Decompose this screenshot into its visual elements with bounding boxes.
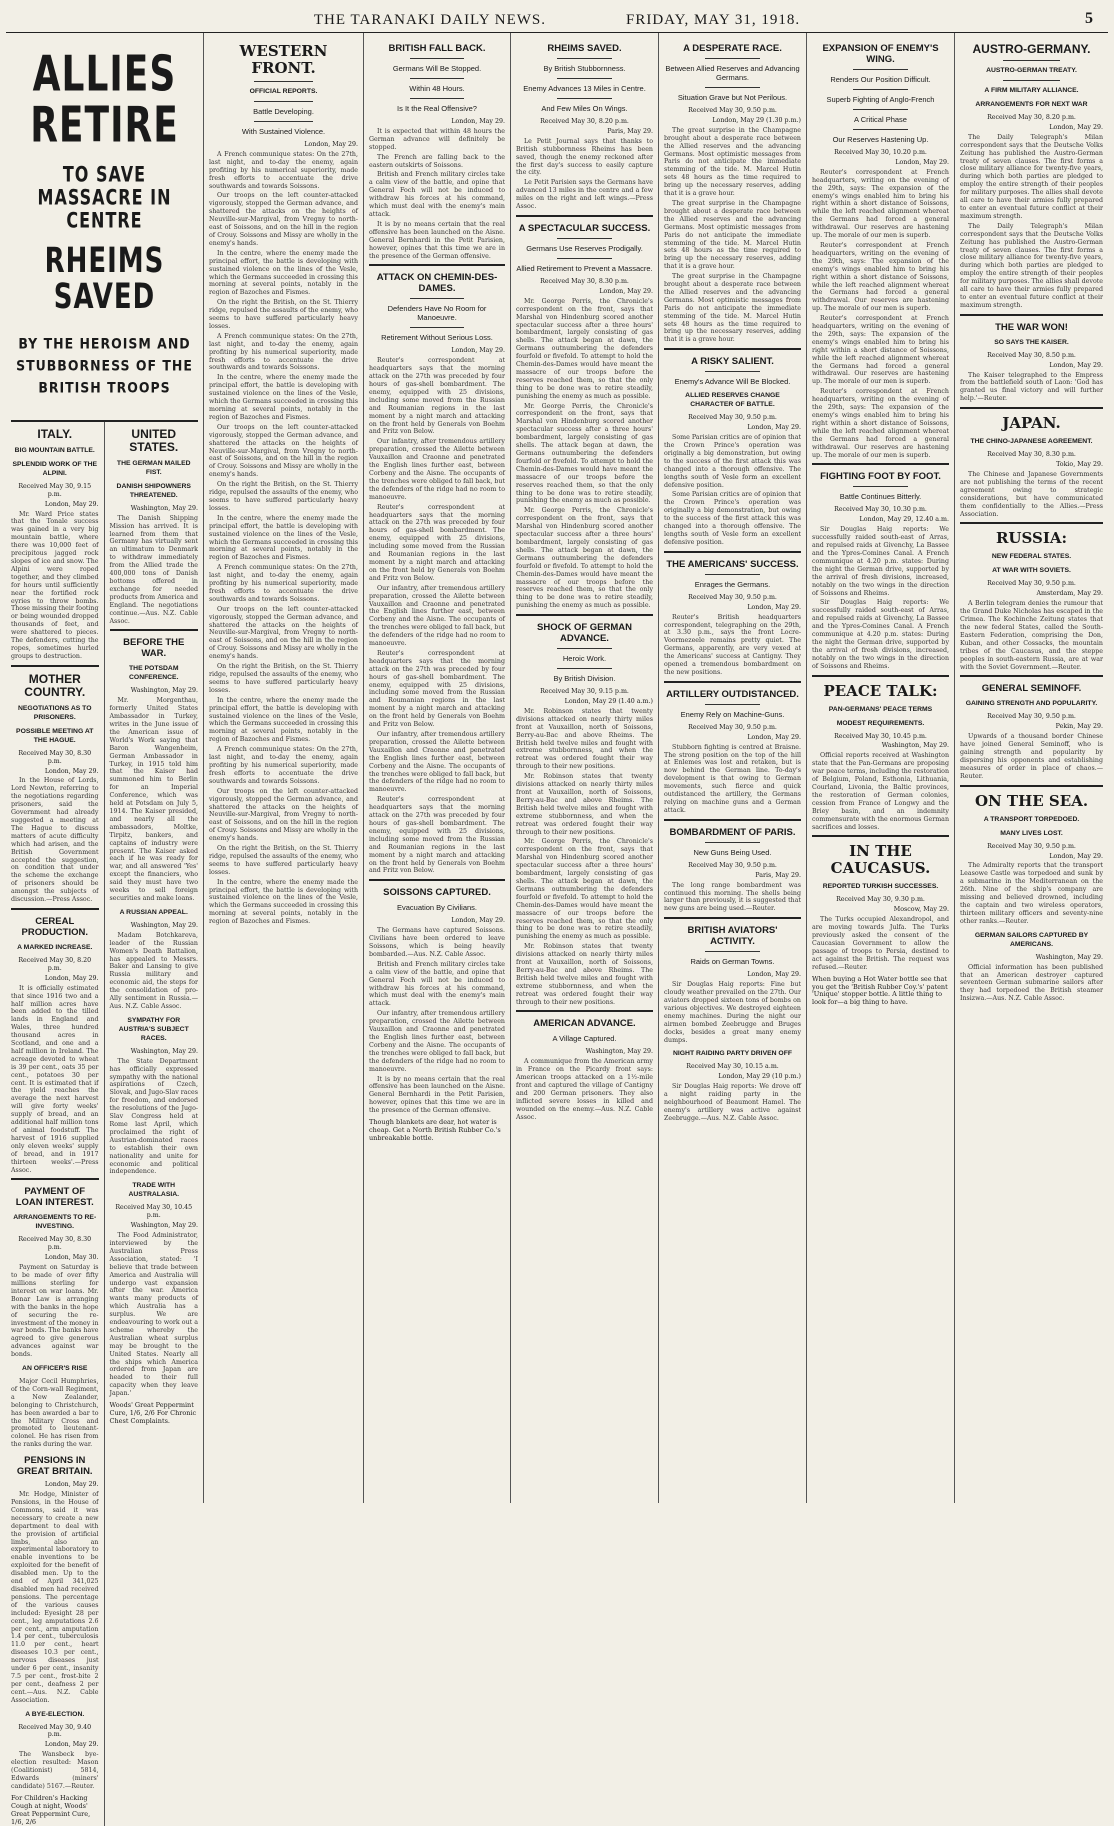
artillery-date2: London, May 29. — [747, 733, 801, 741]
capt-date2: Washington, May 29. — [1035, 953, 1103, 961]
loan-heading: PAYMENT OF LOAN INTEREST. — [15, 1186, 94, 1209]
masthead — [6, 8, 1108, 33]
foot-body-cont: Sir Douglas Haig reports: We successfully raided south-east of Arras, and repulsed raids at Givenchy, La Bassee and the Ypres-Comines Canal. A French communique at 4.20 p.m. states: During the night the German drive, supported by the arrival of fresh divisions, increased, notably on the two wings in the direction of Soissons and Rheims. — [812, 599, 949, 670]
spectacular-body1-cont2: Mr. George Perris, the Chronicle's correspondent on the front, says that Marshal von Hindenburg scored another spectacular success after a three hours' bombardment, largely consisting of gas shells. The attack began at dawn, the Germans outnumbering the defenders fourfold or fivefold. To attempt to hold the Chemin-des-Dames would have meant the massacre of our troops before the reserves reached them, so that the only thing to be done was to retire steadily, punishing the enemy as much as possible. — [516, 507, 653, 610]
sea-date1: Received May 30, 9.50 p.m. — [987, 842, 1076, 850]
austro-sub3: ARRANGEMENTS FOR NEXT WAR — [975, 101, 1088, 108]
salient-sub2: ALLIED RESERVES CHANGE CHARACTER OF BATTLE. — [685, 392, 780, 409]
mother-date1: Received May 30, 8.30 p.m. — [18, 749, 92, 765]
russian-date2: Washington, May 29. — [130, 921, 198, 929]
race-sub: Between Allied Reserves and Advancing Germans. — [665, 64, 800, 82]
western-body3-cont4: In the centre, where the enemy made the principal effort, the battle is developing with sustained violence on the lines of the Vesle, which the Germans succeeded in crossing this morning at several points, notably in the region of Bazoches and Fismes. — [209, 878, 358, 926]
fall-date2: London, May 29. — [451, 118, 505, 125]
aviators-date2: London, May 29. — [747, 971, 801, 979]
wing-body-cont: Reuter's correspondent at French headquarters, writing on the evening of the 29th, says: The expansion of the enemy's wings enabled him to bring his right within a short distance of Soissons, while the left reached alignment whereat the Germans had forced a general withdrawal. Our reserves are hastening up. The morale of our men is superb. — [812, 241, 949, 313]
masthead-title: THE TARANAKI DAILY NEWS. — [313, 11, 546, 28]
caucasus-heading: IN THE CAUCASUS. — [830, 842, 931, 878]
foot-date2: London, May 29, 12.40 a.m. — [859, 516, 949, 524]
advert-cough: For Children's Hacking Cough at night, Woods' Great Peppermint Cure, 1/6, 2/6 — [11, 1793, 91, 1826]
fall-sub: Germans Will Be Stopped. — [392, 64, 482, 73]
western-body1-cont2: A French communique states: On the 27th, last night, and to-day the enemy, again profiting by his numerical superiority, made fresh efforts to accentuate the drive southwards and towards Soissons. — [209, 564, 358, 603]
western-body4-cont2: On the right the British, on the St. Thierry ridge, repulsed the assaults of the enemy, who seems to have suffered particularly heavy losses. — [209, 663, 358, 694]
bye-heading: A BYE-ELECTION. — [25, 1710, 85, 1718]
rheims-date2: Paris, May 29. — [607, 127, 653, 135]
chemin-body2-cont2: Our infantry, after tremendous artillery preparation, crossed the Ailette between Vauxaillon and Craonne and penetrated the English lines further east, between Corbeny and the Aisne. The occupants of the trenches were obliged to fall back, but the defenders of the ridge had no room to manoeuvre. — [369, 731, 505, 794]
american-heading: AMERICAN ADVANCE. — [533, 1018, 636, 1030]
western-date2: London, May 29. — [304, 141, 358, 148]
spectacular-heading: A SPECTACULAR SUCCESS. — [518, 222, 651, 234]
western-body2-cont: Our troops on the left counter-attacked vigorously, stopped the German advance, and shattered the attacks on the heights of Neuville-sur-Margival, from Vregny to north-east of Soissons, and on the hill in the region of Crouy. Soissons and Missy are wholly in the enemy's hands. — [209, 423, 358, 479]
wing-body-cont3: Reuter's correspondent at French headquarters, writing on the evening of the 29th, says: The expansion of the enemy's wings enabled him to bring his right within a short distance of Soissons, while the left reached alignment whereat the Germans had forced a general withdrawal. Our reserves are hastening up. The morale of our men is superb. — [812, 388, 949, 459]
rheims-body1: Le Petit Journal says that thanks to British stubbornness Rheims has been saved, though the enemy reckoned after the first day's success to easily capture the city. — [516, 137, 653, 177]
italy-date2: London, May 29. — [44, 500, 99, 508]
japan-body: The Chinese and Japanese Governments are not publishing the terms of the recent agreement owing to strategic considerations, but have communicated them confidentially to the Allies.—Press Association. — [960, 471, 1103, 518]
russian-sub: A RUSSIAN APPEAL. — [119, 908, 188, 916]
fall-sub2: Within 48 Hours. — [409, 84, 465, 93]
austro-sub: AUSTRO-GERMAN TREATY. — [986, 67, 1077, 74]
artillery-sub: Enemy Rely on Machine-Guns. — [680, 709, 785, 719]
cereal-heading: CEREAL PRODUCTION. — [21, 915, 88, 938]
western-body2-cont2: Our troops on the left counter-attacked vigorously, stopped the German advance, and shattered the attacks on the heights of Neuville-sur-Margival, from Vregny to north-east of Soissons, and on the hill in the region of Crouy. Soissons and Missy are wholly in the enemy's hands. — [209, 605, 358, 661]
column-2 — [204, 33, 364, 1503]
race-heading: A DESPERATE RACE. — [683, 43, 782, 54]
chemin-heading: ATTACK ON CHEMIN-DES-DAMES. — [376, 272, 498, 295]
wing-sub3: A Critical Phase — [854, 115, 907, 124]
sympathy-sub: SYMPATHY FOR AUSTRIA'S SUBJECT RACES. — [118, 1016, 189, 1042]
loan-date2: London, May 30. — [44, 1254, 99, 1262]
peace-sub2: MODEST REQUIREMENTS. — [836, 719, 925, 727]
spectacular-sub2: Allied Retirement to Prevent a Massacre. — [516, 263, 653, 273]
won-body: The Kaiser telegraphed to the Empress from the battlefield south of Laon: 'God has granted us final victory and will further help.'—Reuter. — [960, 371, 1103, 403]
wing-date1: Received May 30, 10.20 p.m. — [834, 149, 927, 156]
japan-date2: Tokio, May 29. — [1056, 461, 1103, 469]
americans-date2: London, May 29. — [747, 603, 801, 611]
western-body1: A French communique states: On the 27th, last night, and to-day the enemy, again profiting by his numerical superiority, made fresh efforts to accentuate the drive southwards and towards Soissons. — [209, 150, 358, 190]
russia-heading: RUSSIA: — [995, 529, 1068, 548]
headline-rheims-saved: RHEIMS SAVED — [44, 240, 165, 319]
foot-sub: Battle Continues Bitterly. — [839, 492, 922, 502]
japan-sub: THE CHINO-JAPANESE AGREEMENT. — [970, 438, 1093, 446]
before-sub: THE POTSDAM CONFERENCE. — [129, 665, 179, 682]
chemin-sub: Defenders Have No Room for Manoeuvre. — [387, 304, 487, 323]
caucasus-body: The Turks occupied Alexandropol, and are moving towards Julfa. The Turks previously asked the consent of the Caucasian Government to allow the passage of troops to Persia, destined to act against the British. The request was refused.—Reuter. — [812, 916, 949, 971]
western-body3-cont3: In the centre, where the enemy made the principal effort, the battle is developing with sustained violence on the lines of the Vesle, which the Germans succeeded in crossing this morning at several points, notably in the region of Bazoches and Fismes. — [209, 696, 358, 744]
sea-date2: London, May 29. — [1049, 852, 1103, 860]
race-body-cont: The great surprise in the Champagne brought about a desperate race between the Allied reserves and the advancing Germans. Most optimistic messages from Paris do not anticipate the immediate stemming of the tide. M. Marcel Hutin sets 48 hours as the time required to bring up the necessary reserves, adding that it is a grave hour. — [664, 199, 801, 271]
chemin-body2: Our infantry, after tremendous artillery preparation, crossed the Ailette between Vauxaillon and Craonne and penetrated the English lines further east, between Corbeny and the Aisne. The occupants of the trenches were obliged to fall back, but the defenders of the ridge had no room to manoeuvre. — [369, 438, 505, 501]
chemin-body1: Reuter's correspondent at headquarters says that the morning attack on the 27th was preceded by four hours of gas-shell bombardment. The enemy, equipped with 25 divisions, including some moved from the Russian and Roumanian regions in the last moment by a night march and attacking on the front held by Generals von Boehm and Fritz von Below. — [369, 357, 505, 436]
caucasus-date2: Moscow, May 29. — [893, 906, 949, 914]
chemin-body1-cont3: Reuter's correspondent at headquarters says that the morning attack on the 27th was preceded by four hours of gas-shell bombardment. The enemy, equipped with 25 divisions, including some moved from the Russian and Roumanian regions in the last moment by a night march and attacking on the front held by Generals von Boehm and Fritz von Below. — [369, 796, 505, 875]
peace-date2: Washington, May 29. — [881, 742, 949, 750]
us-heading: UNITED STATES. — [129, 426, 179, 454]
western-body2: Our troops on the left counter-attacked vigorously, stopped the German advance, and shattered the attacks on the heights of Neuville-sur-Margival, from Vregny to north-east of Soissons, and on the hill in the region of Crouy. Soissons and Missy are wholly in the enemy's hands. — [209, 192, 358, 247]
seminoff-body: Upwards of a thousand border Chinese have joined General Seminoff, who is gaining strength and popularity by dispersing his opponents and establishing measures of order in place of chaos.—Reuter. — [960, 733, 1103, 780]
chemin-body1-cont: Reuter's correspondent at headquarters says that the morning attack on the 27th was preceded by four hours of gas-shell bombardment. The enemy, equipped with 25 divisions, including some moved from the Russian and Roumanian regions in the last moment by a night march and attacking on the front held by Generals von Boehm and Fritz von Below. — [369, 503, 505, 582]
artillery-date1: Received May 30, 9.50 p.m. — [688, 723, 777, 731]
aviators-sub: Raids on German Towns. — [690, 957, 775, 967]
shock-date2: London, May 29 (1.40 a.m.) — [564, 698, 653, 706]
western-body3-cont: In the centre, where the enemy made the principal effort, the battle is developing with sustained violence on the lines of the Vesle, which the Germans succeeded in crossing this morning at several points, notably in the region of Bazoches and Fismes. — [209, 374, 358, 421]
fall-body2: The French are falling back to the eastern outskirts of Soissons. — [369, 153, 505, 169]
western-body1-cont: A French communique states: On the 27th, last night, and to-day the enemy, again profiting by his numerical superiority, made fresh efforts to accentuate the drive southwards and towards Soissons. — [209, 332, 358, 372]
americans-heading: THE AMERICANS' SUCCESS. — [666, 558, 799, 570]
western-body1-cont3: A French communique states: On the 27th, last night, and to-day the enemy, again profiting by his numerical superiority, made fresh efforts to accentuate the drive southwards and towards Soissons. — [209, 746, 358, 785]
advert-blankets: Though blankets are dear, hot water is cheap. Get a North British Rubber Co.'s unbreakable bottle. — [369, 1118, 501, 1142]
won-date2: London, May 29. — [1049, 361, 1103, 369]
american-date2: Washington, May 29. — [585, 1048, 653, 1056]
trade-date1: Received May 30, 10.45 p.m. — [115, 1204, 193, 1220]
rheims-body2: Le Petit Parisien says the Germans have advanced 13 miles in the centre and a few miles on the right and left wings.—Press Assoc. — [516, 179, 653, 211]
salient-heading: A RISKY SALIENT. — [691, 356, 774, 368]
mother-date2: London, May 29. — [44, 767, 99, 775]
western-body4-cont: On the right the British, on the St. Thierry ridge, repulsed the assaults of the enemy, who seems to have suffered particularly heavy losses. — [209, 481, 358, 512]
americans-date1: Received May 30, 9.50 p.m. — [688, 593, 777, 601]
russia-date1: Received May 30, 9.50 p.m. — [987, 580, 1076, 588]
spectacular-body1-cont: Mr. George Perris, the Chronicle's correspondent on the front, says that Marshal von Hindenburg scored another spectacular success after a three hours' bombardment, largely consisting of gas shells. The attack began at dawn, the Germans outnumbering the defenders fourfold or fivefold. To attempt to hold the Chemin-des-Dames would have meant the massacre of our troops before the reserves reached them, so that the only thing to be done was to retire steadily, punishing the enemy as much as possible. — [516, 402, 653, 505]
left-subcolumn — [11, 422, 105, 1826]
shock-body-cont2: Mr. George Perris, the Chronicle's correspondent on the front, says that Marshal von Hindenburg scored another spectacular success after a three hours' bombardment, largely consisting of gas shells. The attack began at dawn, the Germans outnumbering the defenders fourfold or fivefold. To attempt to hold the Chemin-des-Dames would have meant the massacre of our troops before the reserves reached them, so that the only thing to be done was to retire steadily, punishing the enemy as much as possible. — [516, 838, 653, 941]
race-sub2: Situation Grave but Not Perilous. — [677, 93, 788, 102]
trade-sub: TRADE WITH AUSTRALASIA. — [128, 1182, 180, 1199]
headline-heroism: BY THE HEROISM AND STUBBORNESS OF THE BRITISH TROOPS — [16, 334, 193, 395]
mother-sub2: POSSIBLE MEETING AT THE HAGUE. — [16, 727, 94, 744]
american-sub: A Village Captured. — [552, 1034, 617, 1044]
russia-body: A Berlin telegram denies the rumour that the Grand Duke Nicholas has escaped in the Crimea. The Kochinche Zeitung states that the new federal States, called the South-Eastern Federation, comprising the Don, Kuban, and other Cossacks, the mountain tribes of the Caucasus, and the steppe peoples in south-eastern Russia, are at war with the Soviet Government.—Reuter. — [960, 600, 1103, 671]
sympathy-body: The State Department has officially expressed sympathy with the national aspirations of Czech, Slovak, and Jugo-Slav races for freedom, and endorsed the resolutions of the Jugo-Slav Congress held at Rome last April, which proclaimed the right of Austrian-dominated races to establish their own nationality and unite for economic and political independence. — [109, 1057, 199, 1176]
caucasus-sub: REPORTED TURKISH SUCCESSES. — [822, 883, 939, 891]
austro-body-cont: The Daily Telegraph's Milan correspondent says that the Deutsche Volks Zeitung has published the Austro-German treaty of seven clauses. The first forms a close military alliance for twenty-five years, during which both parties are pledged to employ the entire strength of their peoples for military purposes. The allies shall devote all care to have their armies fully prepared to enter an eventual future conflict at their maximum strength. — [960, 222, 1103, 309]
column-3 — [364, 33, 511, 1503]
soissons-heading: SOISSONS CAPTURED. — [383, 887, 491, 899]
fall-body1: It is expected that within 48 hours the German advance will definitely be stopped. — [369, 127, 505, 151]
peace-sub: PAN-GERMANS' PEACE TERMS — [828, 705, 933, 713]
cereal-date1: Received May 30, 8.20 p.m. — [18, 956, 92, 972]
italy-sub: BIG MOUNTAIN BATTLE. — [14, 446, 95, 454]
shock-date1: Received May 30, 9.15 p.m. — [540, 688, 629, 696]
seminoff-heading: GENERAL SEMINOFF. — [981, 683, 1082, 695]
shock-sub: Heroic Work. — [562, 654, 607, 664]
western-heading: WESTERN FRONT. — [239, 42, 328, 77]
soissons-date2: London, May 29. — [451, 917, 505, 925]
us-date2: Washington, May 29. — [130, 504, 198, 512]
western-sub2: Battle Developing. — [253, 107, 314, 116]
austro-sub2: A FIRM MILITARY ALLIANCE. — [984, 87, 1079, 94]
fall-sub3: Is It the Real Offensive? — [397, 104, 477, 113]
trade-date2: Washington, May 29. — [130, 1222, 198, 1230]
caucasus-date1: Received May 30, 9.30 p.m. — [836, 896, 925, 904]
rheims-date1: Received May 30, 8.20 p.m. — [540, 118, 629, 125]
spectacular-body1: Mr. George Perris, the Chronicle's correspondent on the front, says that Marshal von Hindenburg scored another spectacular success after a three hours' bombardment, largely consisting of gas shells. The attack began at dawn, the Germans outnumbering the defenders fourfold or fivefold. To attempt to hold the Chemin-des-Dames would have meant the massacre of our troops before the reserves reached them, so that the only thing to be done was to retire steadily, punishing the enemy as much as possible. — [516, 297, 653, 400]
wing-body: Reuter's correspondent at French headquarters, writing on the evening of the 29th, says: The expansion of the enemy's wings enabled him to bring his right within a short distance of Soissons, while the left reached alignment whereat the Germans had forced a general withdrawal. Our reserves are hastening up. The morale of our men is superb. — [812, 168, 949, 240]
sea-sub: A TRANSPORT TORPEDOED. — [983, 815, 1080, 823]
race-body-cont2: The great surprise in the Champagne brought about a desperate race between the Allied reserves and the advancing Germans. Most optimistic messages from Paris do not anticipate the immediate stemming of the tide. M. Marcel Hutin sets 48 hours as the time required to bring up the necessary reserves, adding that it is a grave hour. — [664, 273, 801, 344]
russia-sub: NEW FEDERAL STATES. — [991, 553, 1072, 561]
rheims-sub: By British Stubbornness. — [543, 64, 626, 73]
capt-body: Official information has been published that an American destroyer captured seventeen German submarine sailors after they had torpedoed the British steamer Insizwa.—Aus. N.Z. Cable Assoc. — [960, 963, 1103, 1003]
foot-date1: Received May 30, 10.30 p.m. — [834, 506, 927, 514]
race-body: The great surprise in the Champagne brought about a desperate race between the Allied reserves and the advancing Germans. Most optimistic messages from Paris do not anticipate the immediate stemming of the tide. M. Marcel Hutin sets 48 hours as the time required to bring up the necessary reserves, adding that it is a grave hour. — [664, 126, 801, 198]
mother-body: In the House of Lords, Lord Newton, referring to the negotiations regarding prisoners, said the Government had already suggested a meeting at The Hague to discuss matters of acute difficulty which had arisen, and the British Government accepted the suggestion, on condition that under the scheme the exchange of prisoners should be amongst the subjects of discussion.—Press Assoc. — [11, 777, 99, 904]
aviators-heading: BRITISH AVIATORS' ACTIVITY. — [687, 925, 778, 948]
page-number: 5 — [1085, 10, 1094, 27]
bye-body: The Wansbeck bye-election resulted: Mason (Coalitionist) 5814, Edwards (miners' candidate) 5167.—Reuter. — [11, 1751, 99, 1790]
shock-body-cont: Mr. Robinson states that twenty divisions attacked on nearly thirty miles front at Vauxaillon, north of Soissons, Berry-au-Bac and above Rheims. The British held twelve miles and fought with extreme stubbornness, and when the retreat was ordered fought their way through to their new positions. — [516, 773, 653, 836]
bombard-heading: BOMBARDMENT OF PARIS. — [669, 826, 796, 838]
wing-sub: Renders Our Position Difficult. — [830, 75, 931, 84]
fall-body3: British and French military circles take a calm view of the battle, and opine that General Foch will not be induced to withdraw his forces at his command, which must deal with the enemy's main attack. — [369, 171, 505, 218]
night-date1: Received May 30, 10.15 a.m. — [686, 1063, 779, 1071]
western-sub: OFFICIAL REPORTS. — [249, 88, 318, 95]
salient-body-cont: Some Parisian critics are of opinion that the Crown Prince's operation was originally a big demonstration, but owing to the success of the first attack this was changed into a thorough offensive. The lengths south of Vesle form an excellent defensive position. — [664, 491, 801, 546]
italy-body: Mr. Ward Price states that the Tonale success was gained in a very big mountain battle, where there was 10,000 feet of precipitous jagged rock slopes of ice and snow. The Alpini were roped together, and they climbed for hours until sufficiently near the fortified rock eyries to throw bombs. Those missing their footing or being wounded dropped thousands of feet, and were shattered to pieces. The defenders, cutting the ropes, sometimes hurled groups to destruction. — [11, 510, 99, 660]
mother-heading: MOTHER COUNTRY. — [24, 671, 86, 699]
western-body4-cont3: On the right the British, on the St. Thierry ridge, repulsed the assaults of the enemy, who seems to have suffered particularly heavy losses. — [209, 845, 358, 876]
western-body3-cont2: In the centre, where the enemy made the principal effort, the battle is developing with sustained violence on the lines of the Vesle, which the Germans succeeded in crossing this morning at several points, notably in the region of Bazoches and Fismes. — [209, 514, 358, 562]
peace-body: Official reports received at Washington state that the Pan-Germans are proposing war peace terms, including the restoration of Belgium, Poland, Esthonia, Lithuania, Courland, Livonia, the Baltic provinces, the restoration of German colonies, cession from France of Longwy and the Briey basin, and an indemnity commensurate with the enormous German sacrifices and losses. — [812, 752, 949, 831]
rheims-heading: RHEIMS SAVED. — [547, 43, 622, 54]
before-date2: Washington, May 29. — [130, 687, 198, 695]
wing-date2: London, May 29. — [895, 158, 949, 166]
column-1 — [6, 33, 204, 1826]
bye-date2: London, May 29. — [44, 1741, 99, 1749]
austro-body: The Daily Telegraph's Milan correspondent says that the Deutsche Volks Zeitung has published the Austro-German treaty of seven clauses. The first forms a close military alliance for twenty-five years, during which both parties are pledged to employ the entire strength of their peoples for military purposes. The allies shall devote all care to have their armies fully prepared to enter an eventual future conflict at their maximum strength. — [960, 133, 1103, 220]
italy-heading: ITALY. — [37, 426, 73, 441]
western-body4: On the right the British, on the St. Thierry ridge, repulsed the assaults of the enemy, who seems to have suffered particularly heavy losses. — [209, 299, 358, 330]
austro-date1: Received May 30, 8.20 p.m. — [987, 114, 1076, 121]
austro-date2: London, May 29. — [1049, 123, 1103, 131]
spectacular-date1: Received May 30, 8.30 p.m. — [540, 277, 629, 285]
shock-body: Mr. Robinson states that twenty divisions attacked on nearly thirty miles front at Vauxaillon, north of Soissons, Berry-au-Bac and above Rheims. The British held twelve miles and fought with extreme stubbornness, and when the retreat was ordered fought their way through to their new positions. — [516, 707, 653, 771]
soissons-body-cont2: Our infantry, after tremendous artillery preparation, crossed the Ailette between Vauxaillon and Craonne and penetrated the English lines further east, between Corbeny and the Aisne. The occupants of the trenches were obliged to fall back, but the defenders of the ridge had no room to manoeuvre. — [369, 1010, 505, 1073]
salient-sub: Enemy's Advance Will Be Blocked. — [674, 377, 791, 387]
officer-sub: AN OFFICER'S RISE — [22, 1365, 88, 1373]
headline-allies-retire: ALLIES RETIRE — [30, 47, 179, 154]
japan-date1: Received May 30, 8.30 p.m. — [987, 451, 1076, 459]
loan-date1: Received May 30, 8.30 p.m. — [18, 1236, 92, 1252]
advert-peppermint: Woods' Great Peppermint Cure, 1/6, 2/6 For Chronic Chest Complaints. — [109, 1401, 197, 1425]
before-heading: BEFORE THE WAR. — [123, 637, 185, 660]
night-body: Sir Douglas Haig reports: We drove off a night raiding party in the neighbourhood of Beaumont Hamel. The enemy's artillery was active against Zeebrugge.—Aus. N.Z. Cable Assoc. — [664, 1083, 801, 1122]
loan-body: Payment on Saturday is to be made of over fifty millions sterling for interest on war loans. Mr. Bonar Law is arranging with the banks in the hope of securing the re-investment of the money in war bonds. The banks have agreed to give generous advances against war bonds. — [11, 1264, 99, 1359]
aviators-body: Sir Douglas Haig reports: Fine but cloudy weather prevailed on the 27th. Our aviators dropped sixteen tons of bombs on various objectives. We destroyed eighteen enemy machines. During the night our airmen bombed Zeebrugge and Bruges docks, besides a great many enemy dumps. — [664, 981, 801, 1044]
shock-heading: SHOCK OF GERMAN ADVANCE. — [537, 622, 632, 645]
fall-heading: BRITISH FALL BACK. — [388, 43, 486, 54]
advert-hot-water-bottle: When buying a Hot Water bottle see that you get the 'British Rubber Coy.'s' patent 'Unique' stopper bottle. A little thing to look for—a big thing to have. — [812, 974, 948, 1007]
bombard-body: The long range bombardment was continued this morning. The shells being larger than previously, it is suggested that new guns are being used.—Reuter. — [664, 881, 801, 913]
chemin-body1-cont2: Reuter's correspondent at headquarters says that the morning attack on the 27th was preceded by four hours of gas-shell bombardment. The enemy, equipped with 25 divisions, including some moved from the Russian and Roumanian regions in the last moment by a night march and attacking on the front held by Generals von Boehm and Fritz von Below. — [369, 649, 505, 729]
soissons-body-cont3: It is by no means certain that the real offensive has been launched on the Aisne. General Bernhardi in the Petit Parisien, however, opines that this time we are in the presence of the German offensive. — [369, 1075, 505, 1115]
spectacular-date2: London, May 29. — [599, 287, 653, 295]
fall-body4: It is by no means certain that the real offensive has been launched on the Aisne. General Bernhardi in the Petit Parisien, however, opines that this time we are in the presence of the German offensive. — [369, 220, 505, 260]
shock-sub2: By British Division. — [553, 674, 616, 684]
officer-body: Major Cecil Humphries, of the Corn-wall Regiment, a New Zealander, belonging to Christchurch, has been awarded a bar to the Military Cross and promoted to lieutenant-colonel. He has risen from the ranks during the war. — [11, 1378, 99, 1449]
italy-sub2: SPLENDID WORK OF THE ALPINI. — [12, 460, 98, 477]
foot-body: Sir Douglas Haig reports: We successfully raided south-east of Arras, and repulsed raids at Givenchy, La Bassee and the Ypres-Comines Canal. A French communique at 4.20 p.m. states: During the night the German drive, supported by the arrival of fresh divisions, increased, notably on the two wings in the direction of Soissons and Rheims. — [812, 526, 949, 597]
us-body: The Danish Shipping Mission has arrived. It is learned from them that Germany has virtually sent an ultimatum to Denmark to withdraw immediately from the Allied trade the 400,000 tons of Danish bottoms offered in exchange for needed products from America and England. The negotiations continue.—Aus. N.Z. Cable Assoc. — [109, 514, 198, 625]
trade-body: The Food Administrator, interviewed by the Australian Press Association, stated: 'I believe that trade between America and Australia will undergo vast expansion after the war. America wants many products of which Australia has a surplus. We are endeavouring to work out a scheme whereby the Australian wheat surplus may be brought to the United States. Nearly all the ships which America ordered from Japan are headed to their full capacity when they leave Japan.' — [109, 1232, 198, 1398]
russian-body: Madam Botchkareva, leader of the Russian Women's Death Battalion, has appealed to Messrs. Baker and Lansing to give Russia military and economic aid, the steps for the consolidation of pro-Ally sentiment in Russia.—Aus. N.Z. Cable Assoc. — [109, 931, 198, 1010]
austro-heading: AUSTRO-GERMANY. — [972, 42, 1091, 56]
wing-sub2: Superb Fighting of Anglo-French — [826, 95, 935, 104]
western-body2-cont3: Our troops on the left counter-attacked vigorously, stopped the German advance, and shattered the attacks on the heights of Neuville-sur-Margival, from Vregny to north-east of Soissons, and on the hill in the region of Crouy. Soissons and Missy are wholly in the enemy's hands. — [209, 787, 358, 843]
right-subcolumn — [105, 422, 199, 1826]
shock-body-cont3: Mr. Robinson states that twenty divisions attacked on nearly thirty miles front at Vauxaillon, north of Soissons, Berry-au-Bac and above Rheims. The British held twelve miles and fought with extreme stubbornness, and when the retreat was ordered fought their way through to their new positions. — [516, 943, 653, 1006]
won-heading: THE WAR WON! — [995, 321, 1068, 333]
chemin-body2-cont: Our infantry, after tremendous artillery preparation, crossed the Ailette between Vauxaillon and Craonne and penetrated the English lines further east, between Corbeny and the Aisne. The occupants of the trenches were obliged to fall back, but the defenders of the ridge had no room to manoeuvre. — [369, 584, 505, 648]
rheims-sub3: And Few Miles On Wings. — [541, 104, 628, 113]
russia-date2: Amsterdam, May 29. — [1036, 590, 1103, 598]
soissons-body: The Germans have captured Soissons. Civilians have been ordered to leave Soissons, which is being heavily bombarded.—Aus. N.Z. Cable Assoc. — [369, 927, 505, 958]
cereal-body: It is officially estimated that since 1916 two and a half million acres have been added to the tilled lands in England and Wales, three hundred thousand acres in Scotland, and one and a half million in Ireland. The acreage devoted to wheat is 39 per cent., oats 35 per cent., potatoes 30 per cent. It is estimated that if the yield reaches the average the next harvest will give forty weeks' supply of bread, and an additional half million tons of animal foodstuff. The harvest of 1916 supplied only eleven weeks' supply of bread, and in 1917 thirteen weeks'.—Press Assoc. — [11, 984, 99, 1174]
american-body: A communique from the American army in France on the Picardy front says: American troops attacked on a 1½-mile front and captured the village of Cantigny and 200 German prisoners. They also inflicted severe losses in killed and wounded on the enemy.—Aus. N.Z. Cable Assoc. — [516, 1058, 653, 1121]
soissons-sub: Evacuation By Civilians. — [396, 903, 478, 913]
soissons-body-cont: British and French military circles take a calm view of the battle, and opine that General Foch will not be induced to withdraw his forces at his command, which must deal with the enemy's main attack. — [369, 960, 505, 1008]
chemin-date2: London, May 29. — [451, 347, 505, 355]
capt-sub: GERMAN SAILORS CAPTURED BY AMERICANS. — [974, 931, 1089, 948]
sea-body: The Admiralty reports that the transport Leasowe Castle was torpedoed and sunk by a submarine in the Mediterranean on the 26th. Nine of the ship's company are missing and believed drowned, including the captain and two wireless operators, thirteen military officers and seventy-nine other ranks.—Reuter. — [960, 862, 1103, 925]
sympathy-date2: Washington, May 29. — [130, 1047, 198, 1055]
column-7 — [955, 33, 1108, 1503]
split-section — [11, 420, 198, 1826]
americans-body: Reuter's British headquarters correspondent, telegraphing on the 29th, at 3.30 p.m., says the front Locre-Voormezeele remains pretty quiet. The Germans, apparently, are very vexed at the Americans' success at Cantigny. They opened a tremendous bombardment on the new positions. — [664, 613, 801, 676]
western-body3: In the centre, where the enemy made the principal effort, the battle is developing with sustained violence on the lines of the Vesle, which the Germans succeeded in crossing this morning at several points, notably in the region of Bazoches and Fismes. — [209, 249, 358, 297]
peace-date1: Received May 30, 10.45 p.m. — [834, 732, 927, 740]
bombard-date1: Received May 30, 9.50 p.m. — [688, 861, 777, 869]
seminoff-date1: Received May 30, 9.50 p.m. — [987, 713, 1076, 721]
masthead-date: FRIDAY, MAY 31, 1918. — [626, 11, 801, 28]
wing-body-cont2: Reuter's correspondent at French headquarters, writing on the evening of the 29th, says: The expansion of the enemy's wings enabled him to bring his right within a short distance of Soissons, while the left reached alignment whereat the Germans had forced a general withdrawal. Our reserves are hastening up. The morale of our men is superb. — [812, 315, 949, 386]
bye-date1: Received May 30, 9.40 p.m. — [18, 1723, 92, 1739]
column-6 — [807, 33, 955, 1503]
italy-date1: Received May 30, 9.15 p.m. — [18, 482, 92, 498]
japan-heading: JAPAN. — [1002, 414, 1061, 433]
russia-sub2: AT WAR WITH SOVIETS. — [992, 567, 1071, 575]
bombard-sub: New Guns Being Used. — [693, 847, 772, 857]
artillery-heading: ARTILLERY OUTDISTANCED. — [666, 688, 799, 700]
chemin-sub2: Retirement Without Serious Loss. — [381, 333, 493, 343]
pensions-heading: PENSIONS IN GREAT BRITAIN. — [16, 1455, 93, 1478]
wing-heading: EXPANSION OF ENEMY'S WING. — [822, 43, 939, 65]
us-sub2: DANISH SHIPOWNERS THREATENED. — [116, 482, 191, 499]
sea-sub2: MANY LIVES LOST. — [1000, 829, 1063, 837]
column-5 — [659, 33, 807, 1503]
pensions-date2: London, May 29. — [44, 1481, 99, 1489]
salient-date1: Received May 30, 9.50 p.m. — [688, 414, 777, 422]
bombard-date2: Paris, May 29. — [755, 871, 801, 879]
americans-sub: Enrages the Germans. — [694, 579, 771, 589]
spectacular-sub: Germans Use Reserves Prodigally. — [526, 243, 643, 253]
cereal-date2: London, May 29. — [44, 974, 99, 982]
mother-sub: NEGOTIATIONS AS TO PRISONERS. — [17, 704, 92, 721]
cereal-sub: A MARKED INCREASE. — [17, 943, 93, 951]
race-date2: London, May 29 (1.30 p.m.) — [712, 116, 801, 124]
wing-sub4: Our Reserves Hastening Up. — [832, 135, 929, 144]
column-4 — [511, 33, 659, 1503]
artillery-body: Stubborn fighting is centred at Braisne. The strong position on the top of the hill at Enlemes was lost and retaken, but is now behind the German line. To-day's development is that owing to German movements, such fierce and quick outdistanced the artillery, the Germans relying on machine guns and a German attack. — [664, 743, 801, 814]
salient-body: Some Parisian critics are of opinion that the Crown Prince's operation was originally a big demonstration, but owing to the success of the first attack this was changed into a thorough offensive. The lengths south of Vesle form an excellent defensive position. — [664, 434, 801, 489]
race-date1: Received May 30, 9.50 p.m. — [688, 107, 777, 114]
won-sub: SO SAYS THE KAISER. — [994, 338, 1069, 346]
sea-heading: ON THE SEA. — [974, 791, 1089, 810]
salient-date2: London, May 29. — [747, 424, 801, 432]
western-sub3: With Sustained Violence. — [241, 127, 326, 136]
before-body: Mr. Morgenthau, formerly United States Ambassador in Turkey, writes in the June issue of the American issue of World's Work saying that Baron Wangenheim, German Ambassador in Turkey, in 1915 told him that the Kaiser had summoned him to Berlin for an Imperial Conference, which was held at Potsdam on July 5, 1914. The Kaiser presided, and nearly all the ambassadors, Moltke, Tirpitz, bankers, and captains of industry were present. The Kaiser asked each if he was ready for war, and all answered 'Yes' except the financiers, who said they must have two weeks to sell foreign securities and make loans. — [109, 697, 198, 902]
foot-heading: FIGHTING FOOT BY FOOT. — [820, 471, 941, 483]
night-date2: London, May 29 (10 p.m.) — [718, 1073, 801, 1081]
won-date1: Received May 30, 8.50 p.m. — [987, 351, 1076, 359]
peace-heading: PEACE TALK: — [823, 681, 938, 700]
us-sub: THE GERMAN MAILED FIST. — [116, 459, 191, 476]
rheims-sub2: Enemy Advances 13 Miles in Centre. — [523, 84, 646, 93]
seminoff-date2: Pekin, May 29. — [1055, 723, 1103, 731]
night-sub: NIGHT RAIDING PARTY DRIVEN OFF — [672, 1050, 793, 1058]
pensions-body: Mr. Hodge, Minister of Pensions, in the House of Commons, said it was necessary to create a new department to deal with the provision of artificial limbs, also an experimental laboratory to enable inventions to be exploited for the benefit of disabled men. Up to the end of April 341,025 disabled men had received pensions. The percentage of the various causes included: Eyesight 28 per cent., leg amputations 2.6 per cent., arm amputation 1.4 per cent., tuberculosis 11.0 per cent., heart diseases 10.3 per cent., nervous diseases just under 6 per cent., insanity 7.5 per cent., frost-bite 2 per cent., deafness 2 per cent.—Aus. N.Z. Cable Association. — [11, 1491, 99, 1704]
seminoff-sub: GAINING STRENGTH AND POPULARITY. — [965, 700, 1098, 708]
loan-sub: ARRANGEMENTS TO RE-INVESTING. — [13, 1214, 97, 1231]
headline-massacre: TO SAVE MASSACRE IN CENTRE — [37, 161, 172, 233]
